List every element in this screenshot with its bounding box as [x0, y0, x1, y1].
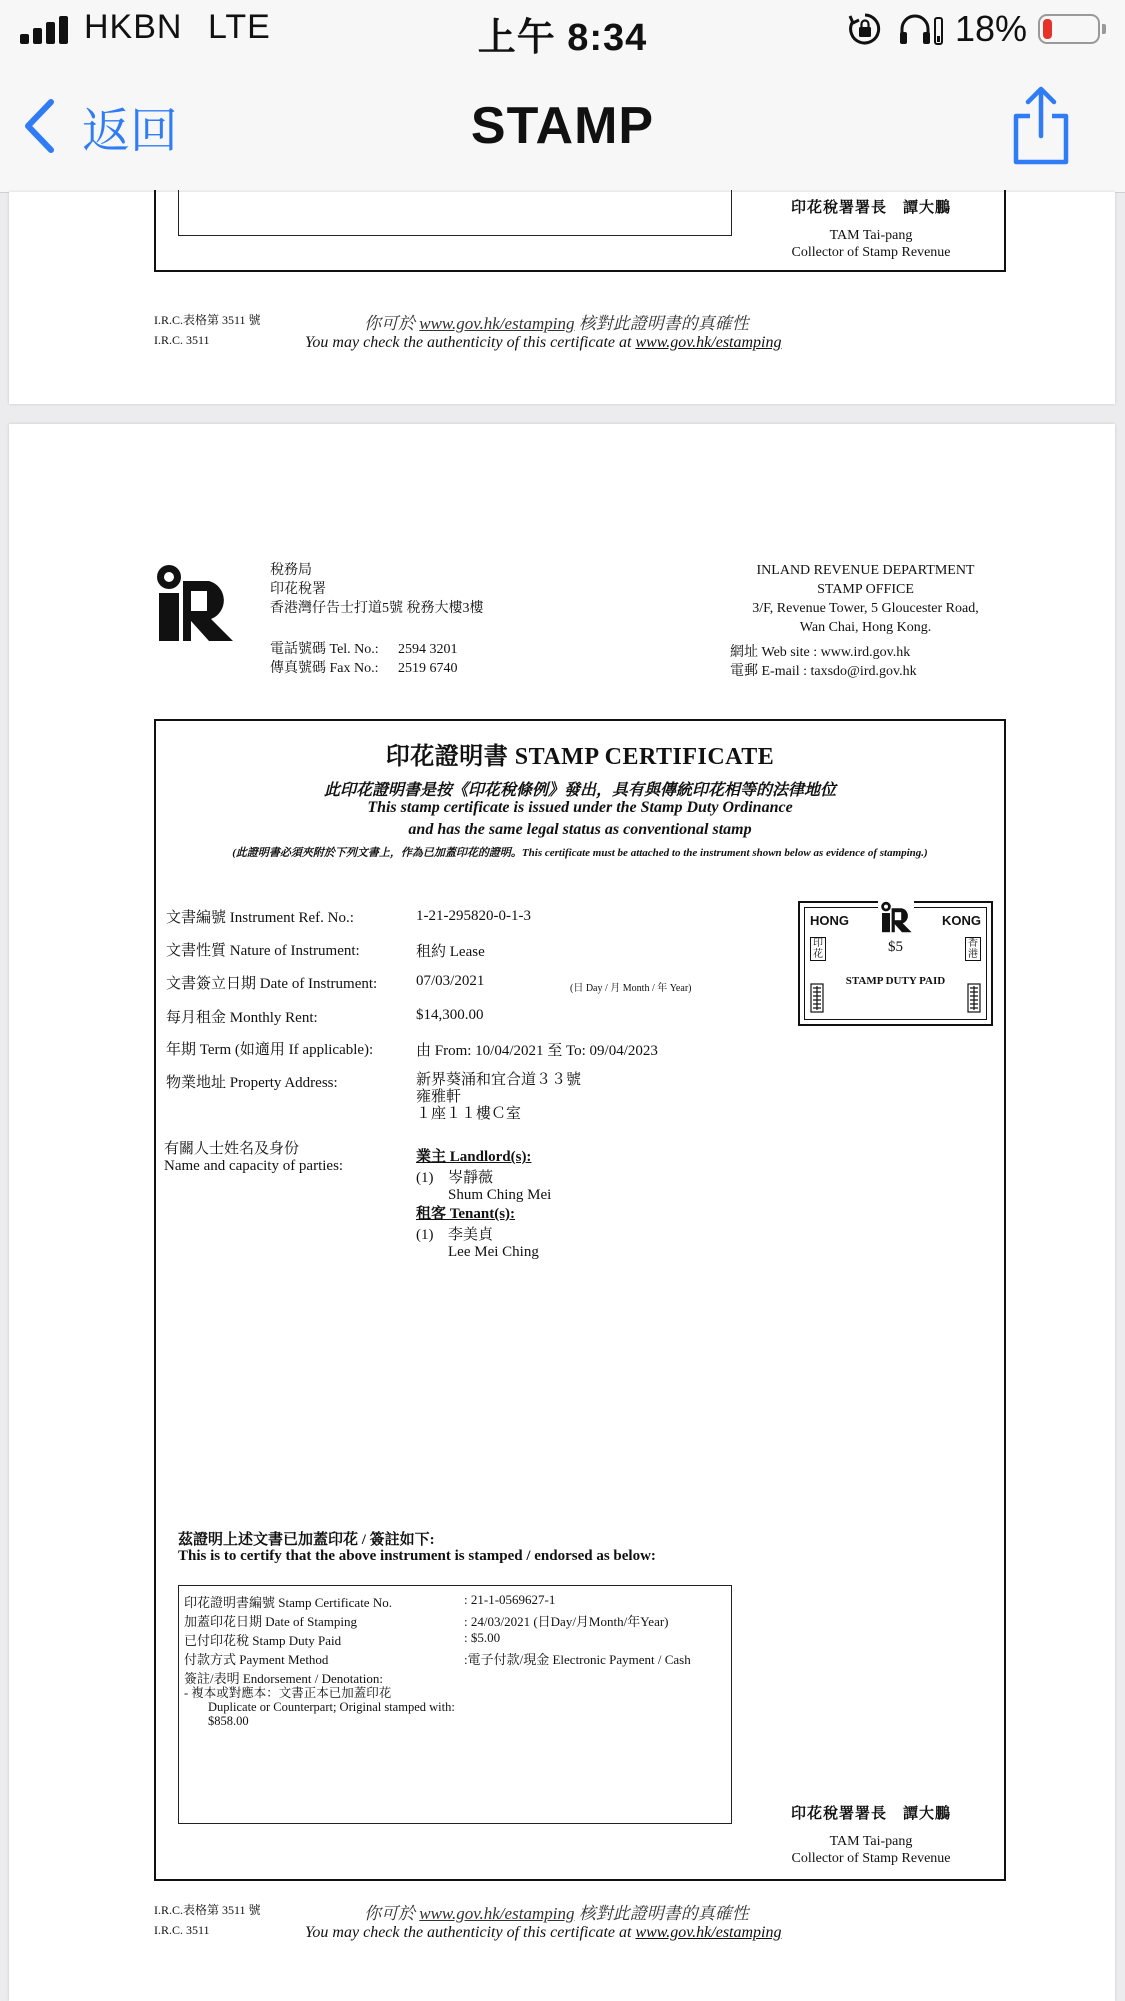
form-number: [154, 310, 261, 350]
field-label: 文書性質 Nature of Instrument:: [166, 943, 360, 959]
field-value: 租約 Lease: [416, 944, 485, 960]
ird-logo-icon: [878, 901, 914, 933]
dept-cn: 稅務局: [270, 563, 312, 578]
form-no-cn: I.R.C.表格第 3511 號: [154, 313, 261, 327]
document-page-1: [9, 192, 1115, 404]
certificate-subtitle-cn: 此印花證明書是按《印花稅條例》發出，具有與傳統印花相等的法律地位: [323, 782, 836, 799]
header-right: [709, 561, 1022, 681]
field-label: 物業地址 Property Address:: [166, 1075, 338, 1091]
form-number: [154, 1900, 261, 1940]
field-label: 文書編號 Instrument Ref. No.:: [166, 910, 354, 926]
stamp-left-chars: 印花: [810, 937, 826, 961]
field-label: 文書簽立日期 Date of Instrument:: [166, 976, 378, 992]
share-icon[interactable]: [1010, 86, 1072, 166]
field-value: 07/03/2021: [416, 973, 485, 989]
detail-value: : 24/03/2021 (日Day/月Month/年Year): [464, 1614, 669, 1629]
carrier-name: HKBN: [84, 8, 183, 46]
list-item: (1) 岑靜薇 Shum Ching Mei: [416, 1170, 552, 1203]
page-title: STAMP: [470, 97, 655, 155]
nav-bar: [0, 62, 1125, 193]
verify-en: You may check the authenticity of this certificate at www.gov.hk/estamping: [305, 334, 782, 351]
form-no-en: I.R.C. 3511: [154, 1923, 210, 1937]
certify-statement-en: This is to certify that the above instrument is stamped / endorsed as below:: [178, 1548, 656, 1564]
clock: 上午 8:34: [477, 17, 648, 59]
detail-label: 付款方式 Payment Method: [184, 1652, 329, 1667]
office-en: STAMP OFFICE: [817, 582, 914, 597]
ird-logo-icon: [149, 563, 239, 643]
signature-cn: 印花稅署署長 譚大鵬: [790, 200, 951, 216]
field-label: 年期 Term (如適用 If applicable):: [166, 1042, 374, 1058]
certify-statement-cn: 茲證明上述文書已加蓋印花 / 簽註如下:: [178, 1532, 435, 1548]
form-no-en: I.R.C. 3511: [154, 333, 210, 347]
detail-label: 加蓋印花日期 Date of Stamping: [184, 1614, 357, 1629]
parties-list: [416, 1149, 551, 1261]
endorsement-text: - 複本或對應本：文書正本已加蓋印花 Duplicate or Counterpart; Original stamped with: $858.00: [184, 1686, 455, 1728]
detail-value: :電子付款/現金 Electronic Payment / Cash: [464, 1652, 691, 1667]
email: 電郵 E-mail : taxsdo@ird.gov.hk: [730, 664, 917, 679]
battery-level: [1043, 19, 1052, 39]
stamp-paid-label: STAMP DUTY PAID: [845, 975, 946, 987]
office-cn: 印花稅署: [270, 582, 326, 597]
landlord-label: 業主 Landlord(s):: [416, 1149, 532, 1165]
verify-cn: 你可於 www.gov.hk/estamping 核對此證明書的真確性: [364, 314, 749, 333]
certificate-subtitle-en-2: and has the same legal status as conventional stamp: [408, 821, 752, 838]
tel-value: 2594 3201: [398, 642, 458, 657]
fax-label: 傳真號碼 Fax No.:: [270, 661, 379, 676]
detail-label: 印花證明書編號 Stamp Certificate No.: [184, 1595, 392, 1610]
list-item: (1) 李美貞 Lee Mei Ching: [416, 1227, 539, 1260]
seal-icon: [967, 983, 981, 1013]
fax-value: 2519 6740: [398, 661, 458, 676]
property-address: 新界葵涌和宜合道３３號 雍雅軒 １座１１樓Ｃ室: [416, 1072, 582, 1122]
network-type: LTE: [208, 8, 271, 46]
certificate-frame: [154, 719, 1006, 1881]
signature-name: TAM Tai-pang: [829, 228, 913, 243]
certificate-title: 印花證明書 STAMP CERTIFICATE: [385, 744, 775, 770]
headphones-icon: [898, 12, 944, 46]
tenant-label: 租客 Tenant(s):: [416, 1206, 516, 1222]
field-value: 1-21-295820-0-1-3: [416, 908, 531, 924]
signature-cn: 印花稅署署長 譚大鵬: [790, 1806, 951, 1822]
stamp-right-chars: 香港: [965, 937, 981, 961]
certificate-frame: [154, 190, 1006, 272]
verify-en: You may check the authenticity of this certificate at www.gov.hk/estamping: [305, 1924, 782, 1941]
signature-name: TAM Tai-pang: [829, 1834, 913, 1849]
stamp-hong: HONG: [810, 913, 849, 928]
battery-percent: 18%: [955, 8, 1028, 49]
verify-link[interactable]: www.gov.hk/estamping: [635, 334, 782, 351]
detail-value: : 21-1-0569627-1: [464, 1592, 556, 1607]
address-cn: 香港灣仔告士打道5號 稅務大樓3樓: [270, 601, 484, 616]
stamping-details-box: [178, 1585, 732, 1824]
rotation-lock-icon: [848, 12, 882, 46]
dept-en: INLAND REVENUE DEPARTMENT: [756, 563, 975, 578]
header-left: [270, 561, 484, 678]
back-label: 返回: [82, 104, 179, 158]
battery-icon: [1038, 14, 1100, 44]
tel-label: 電話號碼 Tel. No.:: [270, 642, 379, 657]
seal-icon: [810, 983, 824, 1013]
field-value: $14,300.00: [416, 1007, 484, 1023]
collector-signature: [751, 200, 991, 261]
signature-title: Collector of Stamp Revenue: [791, 245, 951, 260]
certificate-inner-box: [178, 190, 732, 236]
collector-signature: [751, 1806, 991, 1867]
stamp-duty-paid-stamp: [798, 901, 993, 1026]
stamp-kong: KONG: [942, 913, 981, 928]
date-format-hint: (日 Day / 月 Month / 年 Year): [570, 983, 692, 994]
field-label: 每月租金 Monthly Rent:: [166, 1010, 318, 1026]
signature-title: Collector of Stamp Revenue: [791, 1851, 951, 1866]
detail-label: 已付印花稅 Stamp Duty Paid: [184, 1633, 342, 1648]
field-value: 由 From: 10/04/2021 至 To: 09/04/2023: [416, 1043, 658, 1059]
form-no-cn: I.R.C.表格第 3511 號: [154, 1903, 261, 1917]
stamp-amount: $5: [888, 939, 903, 955]
status-bar: [0, 0, 1125, 62]
document-page-2: [9, 424, 1115, 2001]
detail-value: : $5.00: [464, 1630, 501, 1645]
verify-cn: 你可於 www.gov.hk/estamping 核對此證明書的真確性: [364, 1904, 749, 1923]
certificate-subtitle-en-1: This stamp certificate is issued under the Stamp Duty Ordinance: [367, 799, 793, 816]
parties-label: 有關人士姓名及身份 Name and capacity of parties:: [164, 1141, 344, 1174]
address-en-1: 3/F, Revenue Tower, 5 Gloucester Road,: [752, 601, 979, 616]
certificate-note: (此證明書必須夾附於下列文書上，作為已加蓋印花的證明。This certificate must be attached to the instrument shown below as evidence of stamping.): [232, 847, 928, 859]
endorsement-label: 簽註/表明 Endorsement / Denotation:: [184, 1671, 383, 1686]
verify-link[interactable]: www.gov.hk/estamping: [635, 1924, 782, 1941]
website: 網址 Web site : www.ird.gov.hk: [730, 645, 911, 660]
address-en-2: Wan Chai, Hong Kong.: [799, 620, 932, 635]
verify-link[interactable]: www.gov.hk/estamping: [419, 1904, 575, 1923]
verify-link[interactable]: www.gov.hk/estamping: [419, 314, 575, 333]
